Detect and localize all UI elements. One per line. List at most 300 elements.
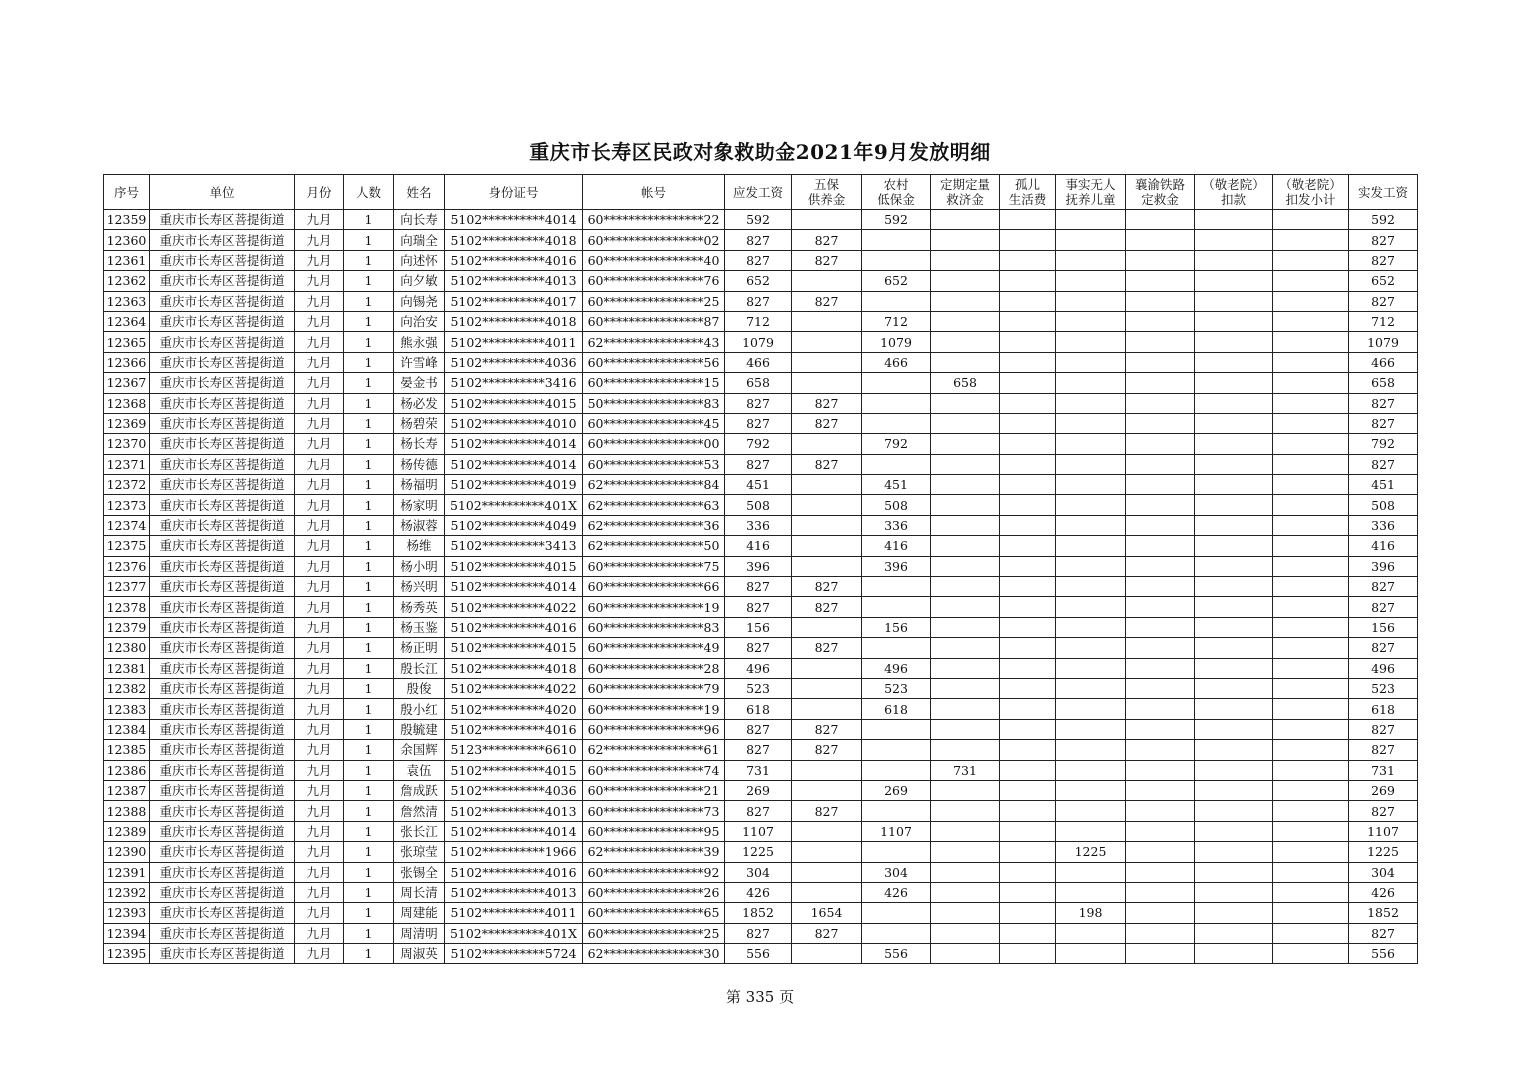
table-row	[104, 678, 1418, 698]
table-cell	[1056, 250, 1126, 270]
column-header	[394, 175, 445, 210]
table-cell	[862, 373, 931, 393]
table-cell: 12359	[104, 210, 150, 230]
table-cell: 827	[725, 597, 792, 617]
table-cell: 九月	[295, 903, 344, 923]
table-cell: 5102**********4015	[445, 638, 583, 658]
table-cell: 九月	[295, 617, 344, 637]
table-cell	[931, 699, 1000, 719]
table-cell: 827	[1349, 230, 1418, 250]
table-cell	[1126, 495, 1195, 515]
table-cell: 658	[1349, 373, 1418, 393]
table-cell: 1	[344, 617, 394, 637]
table-cell: 827	[1349, 250, 1418, 270]
table-cell	[792, 434, 862, 454]
table-cell	[1195, 801, 1273, 821]
column-header-label: 帐号	[640, 184, 666, 200]
table-cell: 60****************21	[583, 780, 725, 800]
table-cell: 周长清	[394, 882, 445, 902]
table-row	[104, 210, 1418, 230]
table-cell: 九月	[295, 230, 344, 250]
table-cell	[1126, 658, 1195, 678]
table-cell: 12360	[104, 230, 150, 250]
column-header	[445, 175, 583, 210]
table-row	[104, 577, 1418, 597]
table-cell	[792, 311, 862, 331]
table-cell: 重庆市长寿区菩提街道	[150, 495, 295, 515]
table-cell: 508	[1349, 495, 1418, 515]
table-cell: 向治安	[394, 311, 445, 331]
table-cell: 重庆市长寿区菩提街道	[150, 373, 295, 393]
table-cell: 508	[725, 495, 792, 515]
column-header	[295, 175, 344, 210]
table-cell	[1056, 944, 1126, 964]
table-cell: 60****************95	[583, 821, 725, 841]
table-cell: 62****************43	[583, 332, 725, 352]
table-cell: 1079	[1349, 332, 1418, 352]
table-cell: 712	[725, 311, 792, 331]
table-cell	[862, 842, 931, 862]
table-cell	[1056, 311, 1126, 331]
table-cell	[1000, 577, 1056, 597]
table-cell	[1126, 801, 1195, 821]
table-cell	[1195, 638, 1273, 658]
table-cell: 5102**********4020	[445, 699, 583, 719]
table-cell: 余国辉	[394, 740, 445, 760]
table-cell	[792, 617, 862, 637]
table-cell: 1225	[1349, 842, 1418, 862]
table-cell	[1126, 719, 1195, 739]
table-cell: 60****************75	[583, 556, 725, 576]
table-cell: 九月	[295, 597, 344, 617]
table-cell: 杨必发	[394, 393, 445, 413]
table-cell: 426	[862, 882, 931, 902]
table-cell: 12391	[104, 862, 150, 882]
table-cell: 1	[344, 801, 394, 821]
table-cell: 1	[344, 923, 394, 943]
table-cell: 652	[725, 271, 792, 291]
table-cell: 重庆市长寿区菩提街道	[150, 311, 295, 331]
table-cell: 12370	[104, 434, 150, 454]
table-cell: 12367	[104, 373, 150, 393]
column-header-label: 救济金	[946, 192, 984, 207]
column-header-label: 襄渝铁路	[1134, 177, 1185, 192]
table-cell: 731	[725, 760, 792, 780]
table-cell: 12379	[104, 617, 150, 637]
table-header-row	[104, 175, 1418, 210]
table-row	[104, 903, 1418, 923]
table-cell	[1000, 515, 1056, 535]
table-cell	[1126, 678, 1195, 698]
table-cell: 12362	[104, 271, 150, 291]
table-cell: 1	[344, 515, 394, 535]
table-cell: 12381	[104, 658, 150, 678]
table-cell	[1000, 862, 1056, 882]
table-cell: 827	[725, 230, 792, 250]
table-cell: 5102**********4016	[445, 250, 583, 270]
table-cell	[1195, 454, 1273, 474]
table-cell: 5102**********4014	[445, 577, 583, 597]
column-header-label: 供养金	[807, 192, 846, 207]
table-cell: 198	[1056, 903, 1126, 923]
table-cell: 12368	[104, 393, 150, 413]
table-cell	[792, 842, 862, 862]
table-cell: 827	[792, 393, 862, 413]
table-cell: 1	[344, 332, 394, 352]
table-cell: 5102**********4016	[445, 617, 583, 637]
table-cell: 416	[725, 536, 792, 556]
table-cell: 652	[1349, 271, 1418, 291]
table-cell	[1195, 393, 1273, 413]
table-cell: 杨正明	[394, 638, 445, 658]
column-header-label: 扣款	[1220, 192, 1246, 207]
column-header-label: 月份	[306, 184, 332, 200]
table-cell	[1195, 760, 1273, 780]
table-cell	[1195, 678, 1273, 698]
table-cell: 12395	[104, 944, 150, 964]
table-cell: 1107	[1349, 821, 1418, 841]
table-cell: 5102**********4013	[445, 882, 583, 902]
table-cell: 1	[344, 250, 394, 270]
column-header-label: 人数	[355, 184, 381, 200]
table-cell: 827	[1349, 719, 1418, 739]
table-cell	[1273, 311, 1349, 331]
table-cell: 九月	[295, 577, 344, 597]
table-cell	[1273, 556, 1349, 576]
table-cell	[862, 393, 931, 413]
table-cell: 12392	[104, 882, 150, 902]
column-header-label: 生活费	[1008, 192, 1047, 207]
table-cell: 重庆市长寿区菩提街道	[150, 638, 295, 658]
table-cell	[931, 332, 1000, 352]
relief-fund-table	[103, 174, 1418, 964]
table-cell	[1195, 597, 1273, 617]
table-cell: 九月	[295, 393, 344, 413]
table-cell: 向锡尧	[394, 291, 445, 311]
table-row	[104, 311, 1418, 331]
column-header	[931, 175, 1000, 210]
table-cell	[792, 332, 862, 352]
table-cell: 九月	[295, 944, 344, 964]
table-cell: 60****************76	[583, 271, 725, 291]
table-cell: 827	[792, 638, 862, 658]
table-cell: 827	[792, 923, 862, 943]
table-cell	[1273, 699, 1349, 719]
table-cell: 1	[344, 230, 394, 250]
table-cell: 827	[1349, 923, 1418, 943]
table-cell: 1	[344, 475, 394, 495]
column-header-label: （敬老院）	[1202, 177, 1265, 192]
table-cell: 5102**********4014	[445, 821, 583, 841]
table-cell	[1273, 597, 1349, 617]
table-cell	[792, 556, 862, 576]
table-cell	[931, 780, 1000, 800]
table-cell: 九月	[295, 475, 344, 495]
table-cell	[931, 577, 1000, 597]
table-cell	[1056, 556, 1126, 576]
table-cell: 周清明	[394, 923, 445, 943]
table-cell	[1000, 454, 1056, 474]
table-cell	[931, 801, 1000, 821]
table-cell	[1056, 515, 1126, 535]
table-cell: 62****************36	[583, 515, 725, 535]
table-cell	[1273, 434, 1349, 454]
table-cell: 496	[862, 658, 931, 678]
table-cell: 618	[862, 699, 931, 719]
table-cell: 827	[725, 454, 792, 474]
table-cell	[1056, 617, 1126, 637]
table-cell	[931, 882, 1000, 902]
table-cell	[931, 658, 1000, 678]
table-cell: 1107	[862, 821, 931, 841]
table-cell: 重庆市长寿区菩提街道	[150, 903, 295, 923]
table-cell	[1195, 882, 1273, 902]
table-cell: 60****************65	[583, 903, 725, 923]
table-cell	[1273, 740, 1349, 760]
table-cell	[1056, 210, 1126, 230]
table-cell	[1000, 210, 1056, 230]
column-header	[583, 175, 725, 210]
table-cell: 12375	[104, 536, 150, 556]
column-header	[1195, 175, 1273, 210]
table-cell: 60****************22	[583, 210, 725, 230]
table-cell	[1126, 780, 1195, 800]
table-row	[104, 780, 1418, 800]
table-cell	[931, 719, 1000, 739]
table-cell: 5102**********4014	[445, 434, 583, 454]
table-cell: 九月	[295, 515, 344, 535]
table-cell: 50****************83	[583, 393, 725, 413]
table-cell: 重庆市长寿区菩提街道	[150, 699, 295, 719]
table-cell	[1195, 719, 1273, 739]
table-cell	[1000, 536, 1056, 556]
table-cell: 827	[725, 923, 792, 943]
table-cell: 九月	[295, 291, 344, 311]
table-cell: 1	[344, 413, 394, 433]
table-cell: 重庆市长寿区菩提街道	[150, 577, 295, 597]
table-cell	[1273, 719, 1349, 739]
table-cell	[931, 352, 1000, 372]
table-cell	[1273, 291, 1349, 311]
table-cell: 12369	[104, 413, 150, 433]
table-cell: 九月	[295, 373, 344, 393]
table-cell	[792, 699, 862, 719]
table-cell: 杨碧荣	[394, 413, 445, 433]
table-cell: 1	[344, 740, 394, 760]
table-cell: 九月	[295, 740, 344, 760]
table-cell: 詹成跃	[394, 780, 445, 800]
table-cell	[1273, 230, 1349, 250]
table-row	[104, 332, 1418, 352]
page-title: 重庆市长寿区民政对象救助金2021年9月发放明细	[529, 140, 991, 164]
table-cell: 712	[1349, 311, 1418, 331]
table-cell: 523	[862, 678, 931, 698]
table-cell: 60****************15	[583, 373, 725, 393]
table-row	[104, 454, 1418, 474]
table-cell	[862, 903, 931, 923]
table-cell: 827	[792, 230, 862, 250]
table-cell: 1	[344, 311, 394, 331]
table-cell: 5102**********4015	[445, 556, 583, 576]
table-cell: 827	[1349, 291, 1418, 311]
table-cell: 1	[344, 495, 394, 515]
table-cell	[1056, 638, 1126, 658]
table-cell	[1273, 495, 1349, 515]
table-row	[104, 944, 1418, 964]
table-cell: 12388	[104, 801, 150, 821]
column-header	[725, 175, 792, 210]
table-cell: 592	[1349, 210, 1418, 230]
table-row	[104, 536, 1418, 556]
table-cell	[1273, 393, 1349, 413]
table-cell	[1056, 923, 1126, 943]
table-cell: 12364	[104, 311, 150, 331]
column-header-label: 姓名	[406, 184, 432, 200]
table-cell	[1195, 413, 1273, 433]
table-row	[104, 373, 1418, 393]
table-cell	[1273, 760, 1349, 780]
table-row	[104, 801, 1418, 821]
table-cell: 5102**********4015	[445, 760, 583, 780]
table-cell: 416	[862, 536, 931, 556]
table-cell: 九月	[295, 413, 344, 433]
column-header-label: （敬老院）	[1279, 177, 1342, 192]
table-cell: 杨家明	[394, 495, 445, 515]
table-cell	[931, 638, 1000, 658]
table-cell	[1126, 577, 1195, 597]
table-cell: 827	[1349, 413, 1418, 433]
table-cell: 1	[344, 638, 394, 658]
table-cell	[931, 536, 1000, 556]
table-cell: 重庆市长寿区菩提街道	[150, 556, 295, 576]
table-cell	[1273, 536, 1349, 556]
table-cell: 1	[344, 393, 394, 413]
table-row	[104, 413, 1418, 433]
table-cell: 袁伍	[394, 760, 445, 780]
table-cell: 827	[725, 638, 792, 658]
table-cell	[1000, 780, 1056, 800]
table-cell: 1	[344, 658, 394, 678]
table-cell	[1126, 311, 1195, 331]
table-cell: 60****************45	[583, 413, 725, 433]
table-cell	[1126, 638, 1195, 658]
table-cell: 5102**********3416	[445, 373, 583, 393]
table-cell: 5102**********4019	[445, 475, 583, 495]
column-header-label: 抚养儿童	[1065, 192, 1116, 207]
table-cell: 827	[792, 597, 862, 617]
table-cell: 熊永强	[394, 332, 445, 352]
table-cell	[1000, 271, 1056, 291]
table-cell: 60****************53	[583, 454, 725, 474]
table-cell	[792, 780, 862, 800]
table-cell: 60****************74	[583, 760, 725, 780]
table-cell: 416	[1349, 536, 1418, 556]
table-cell	[1126, 699, 1195, 719]
table-cell	[1195, 658, 1273, 678]
table-cell: 5102**********401X	[445, 495, 583, 515]
table-cell: 重庆市长寿区菩提街道	[150, 210, 295, 230]
table-cell: 殷毓建	[394, 719, 445, 739]
table-cell: 向夕敏	[394, 271, 445, 291]
table-cell	[862, 291, 931, 311]
column-header	[1273, 175, 1349, 210]
table-cell: 5102**********4018	[445, 230, 583, 250]
table-cell: 5102**********4017	[445, 291, 583, 311]
table-cell: 杨兴明	[394, 577, 445, 597]
table-cell	[1195, 923, 1273, 943]
table-cell: 618	[725, 699, 792, 719]
table-cell: 336	[1349, 515, 1418, 535]
table-row	[104, 230, 1418, 250]
table-cell: 1225	[725, 842, 792, 862]
table-cell	[931, 250, 1000, 270]
table-cell	[1056, 862, 1126, 882]
table-cell: 496	[1349, 658, 1418, 678]
table-cell	[792, 658, 862, 678]
table-cell	[1273, 801, 1349, 821]
table-cell: 重庆市长寿区菩提街道	[150, 250, 295, 270]
column-header-label: 身份证号	[488, 184, 539, 200]
table-cell	[931, 903, 1000, 923]
column-header-label: 实发工资	[1357, 184, 1408, 200]
table-cell: 九月	[295, 821, 344, 841]
table-cell	[1056, 495, 1126, 515]
table-row	[104, 658, 1418, 678]
table-cell: 60****************26	[583, 882, 725, 902]
table-cell: 827	[1349, 393, 1418, 413]
table-cell	[1056, 699, 1126, 719]
table-cell: 62****************50	[583, 536, 725, 556]
table-cell: 62****************63	[583, 495, 725, 515]
table-cell	[1195, 903, 1273, 923]
table-cell: 重庆市长寿区菩提街道	[150, 923, 295, 943]
table-cell	[1056, 678, 1126, 698]
table-cell: 九月	[295, 658, 344, 678]
table-cell: 重庆市长寿区菩提街道	[150, 842, 295, 862]
table-cell: 156	[1349, 617, 1418, 637]
column-header	[104, 175, 150, 210]
column-header	[792, 175, 862, 210]
column-header-label: 序号	[113, 184, 139, 200]
table-cell	[931, 944, 1000, 964]
table-cell	[1126, 536, 1195, 556]
table-cell: 5102**********4036	[445, 352, 583, 372]
table-cell: 张长江	[394, 821, 445, 841]
table-cell	[792, 862, 862, 882]
table-cell	[1126, 230, 1195, 250]
table-cell: 5102**********1966	[445, 842, 583, 862]
table-cell: 12394	[104, 923, 150, 943]
table-cell: 九月	[295, 271, 344, 291]
table-cell	[1126, 862, 1195, 882]
table-cell: 重庆市长寿区菩提街道	[150, 780, 295, 800]
table-cell	[1273, 862, 1349, 882]
table-cell: 九月	[295, 536, 344, 556]
table-cell	[1273, 352, 1349, 372]
column-header-label: 五保	[813, 177, 839, 192]
table-cell	[1000, 332, 1056, 352]
table-cell: 12374	[104, 515, 150, 535]
table-cell: 重庆市长寿区菩提街道	[150, 944, 295, 964]
table-cell: 1	[344, 373, 394, 393]
table-cell: 张锡全	[394, 862, 445, 882]
table-cell: 304	[725, 862, 792, 882]
table-cell: 杨秀英	[394, 597, 445, 617]
table-cell	[792, 678, 862, 698]
table-cell: 60****************19	[583, 699, 725, 719]
table-cell: 1225	[1056, 842, 1126, 862]
table-cell: 重庆市长寿区菩提街道	[150, 454, 295, 474]
